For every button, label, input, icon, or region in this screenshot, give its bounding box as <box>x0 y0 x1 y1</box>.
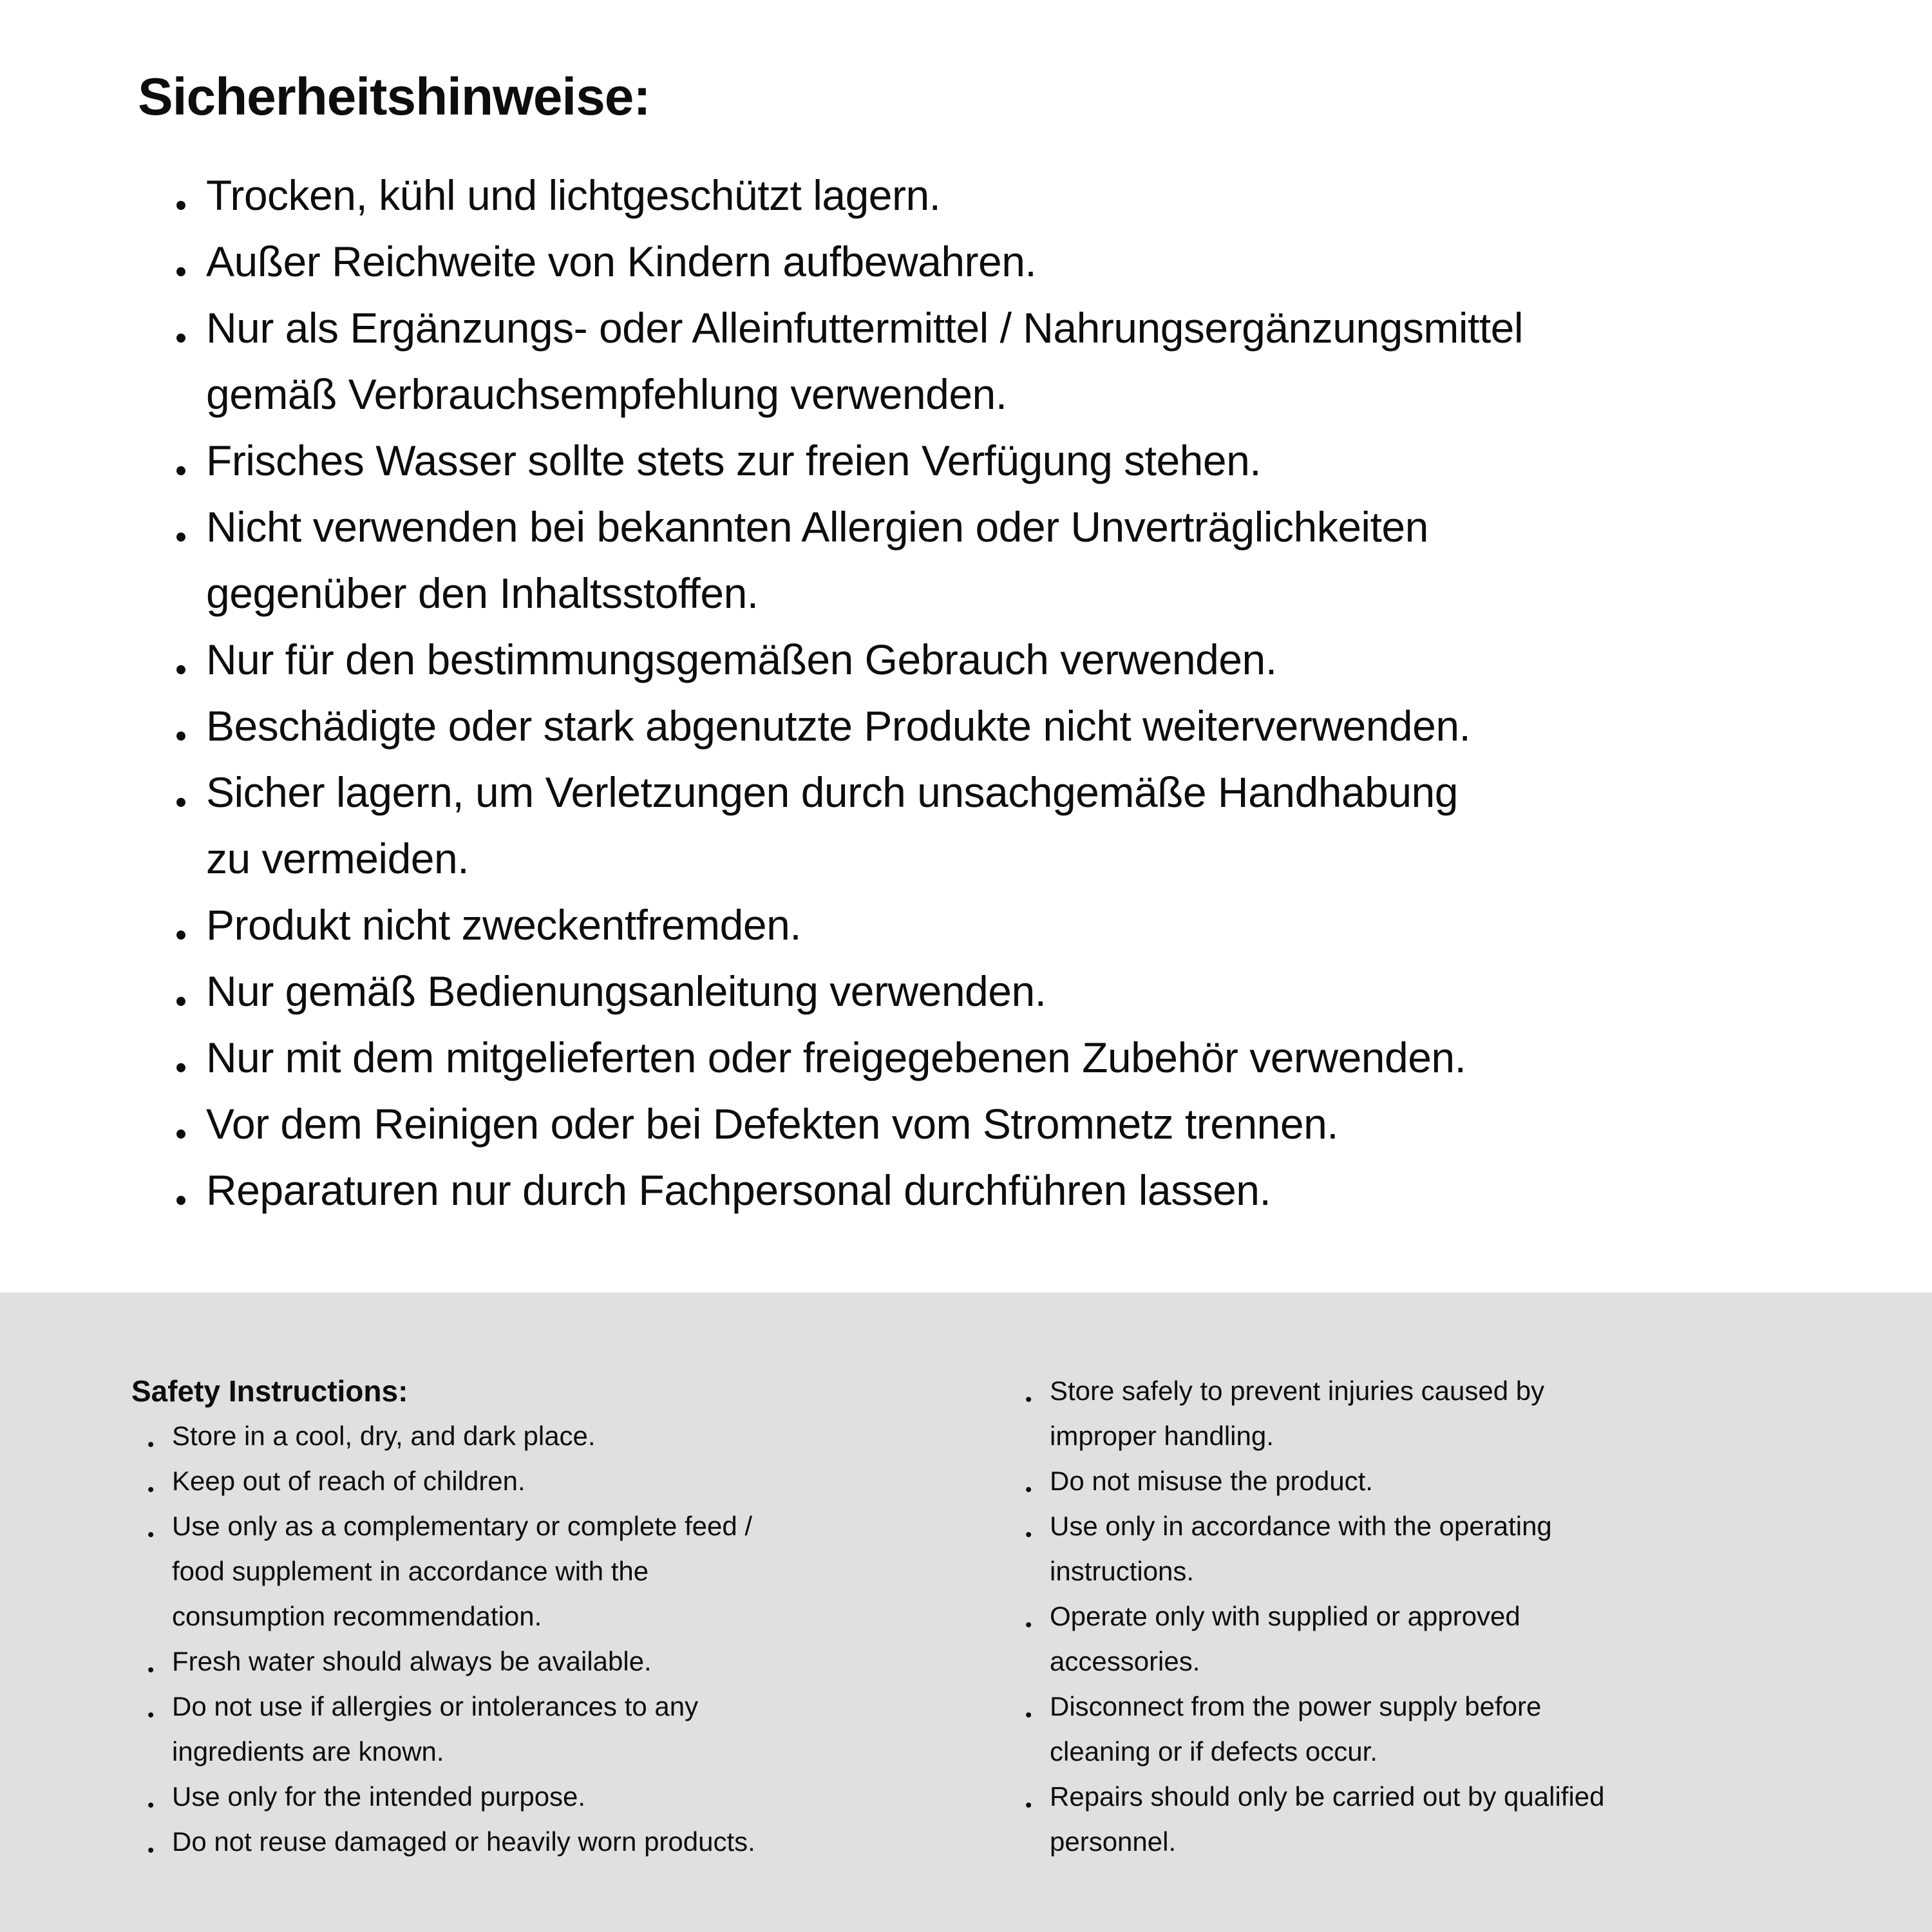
bullet-item: • Beschädigte oder stark abgenutzte Produkte nicht weiterverwenden. <box>175 693 1759 759</box>
bullet-item: • Reparaturen nur durch Fachpersonal durchführen lassen. <box>175 1157 1759 1224</box>
german-bullet-list <box>138 162 1759 1224</box>
bullet-item: • Nur als Ergänzungs- oder Alleinfuttermittel / Nahrungsergänzungsmittel gemäß Verbrauchsempfehlung verwenden. <box>175 295 1759 428</box>
bullet-item: • Repairs should only be carried out by qualified personnel. <box>1025 1774 1830 1864</box>
bullet-item: • Store safely to prevent injuries caused by improper handling. <box>1025 1368 1830 1459</box>
english-left-column <box>131 1368 1025 1864</box>
bullet-item: • Do not reuse damaged or heavily worn products. <box>147 1819 907 1864</box>
bullet-item: • Nur mit dem mitgelieferten oder freigegebenen Zubehör verwenden. <box>175 1025 1759 1091</box>
bullet-item: • Keep out of reach of children. <box>147 1459 907 1504</box>
bullet-item: • Disconnect from the power supply before cleaning or if defects occur. <box>1025 1684 1830 1774</box>
bullet-item: • Use only in accordance with the operating instructions. <box>1025 1504 1830 1594</box>
bullet-item: • Sicher lagern, um Verletzungen durch unsachgemäße Handhabung zu vermeiden. <box>175 759 1759 892</box>
bullet-item: • Nur für den bestimmungsgemäßen Gebrauch verwenden. <box>175 627 1759 693</box>
english-left-bullet-list <box>147 1414 907 1864</box>
bullet-item: • Vor dem Reinigen oder bei Defekten vom Stromnetz trennen. <box>175 1091 1759 1157</box>
bullet-item: • Außer Reichweite von Kindern aufbewahren. <box>175 229 1759 295</box>
bullet-item: • Frisches Wasser sollte stets zur freien Verfügung stehen. <box>175 428 1759 494</box>
english-right-column <box>1025 1368 1830 1864</box>
bullet-item: • Do not misuse the product. <box>1025 1459 1830 1504</box>
german-heading: Sicherheitshinweise: <box>138 68 650 126</box>
bullet-item: • Trocken, kühl und lichtgeschützt lagern. <box>175 162 1759 229</box>
bullet-item: • Do not use if allergies or intolerances to any ingredients are known. <box>147 1684 907 1774</box>
bullet-item: • Use only as a complementary or complete feed / food supplement in accordance with the consumption recommendation. <box>147 1504 907 1639</box>
bullet-item: • Nur gemäß Bedienungsanleitung verwenden. <box>175 958 1759 1025</box>
bullet-item: • Produkt nicht zweckentfremden. <box>175 892 1759 958</box>
bullet-item: • Use only for the intended purpose. <box>147 1774 907 1819</box>
english-heading: Safety Instructions: <box>131 1374 408 1408</box>
bullet-item: • Store in a cool, dry, and dark place. <box>147 1414 907 1459</box>
english-section <box>0 1293 1932 1932</box>
bullet-item: • Operate only with supplied or approved accessories. <box>1025 1594 1830 1684</box>
english-right-bullet-list <box>1025 1368 1830 1864</box>
bullet-item: • Fresh water should always be available. <box>147 1639 907 1684</box>
bullet-item: • Nicht verwenden bei bekannten Allergien oder Unverträglichkeiten gegenüber den Inhaltsstoffen. <box>175 494 1759 627</box>
